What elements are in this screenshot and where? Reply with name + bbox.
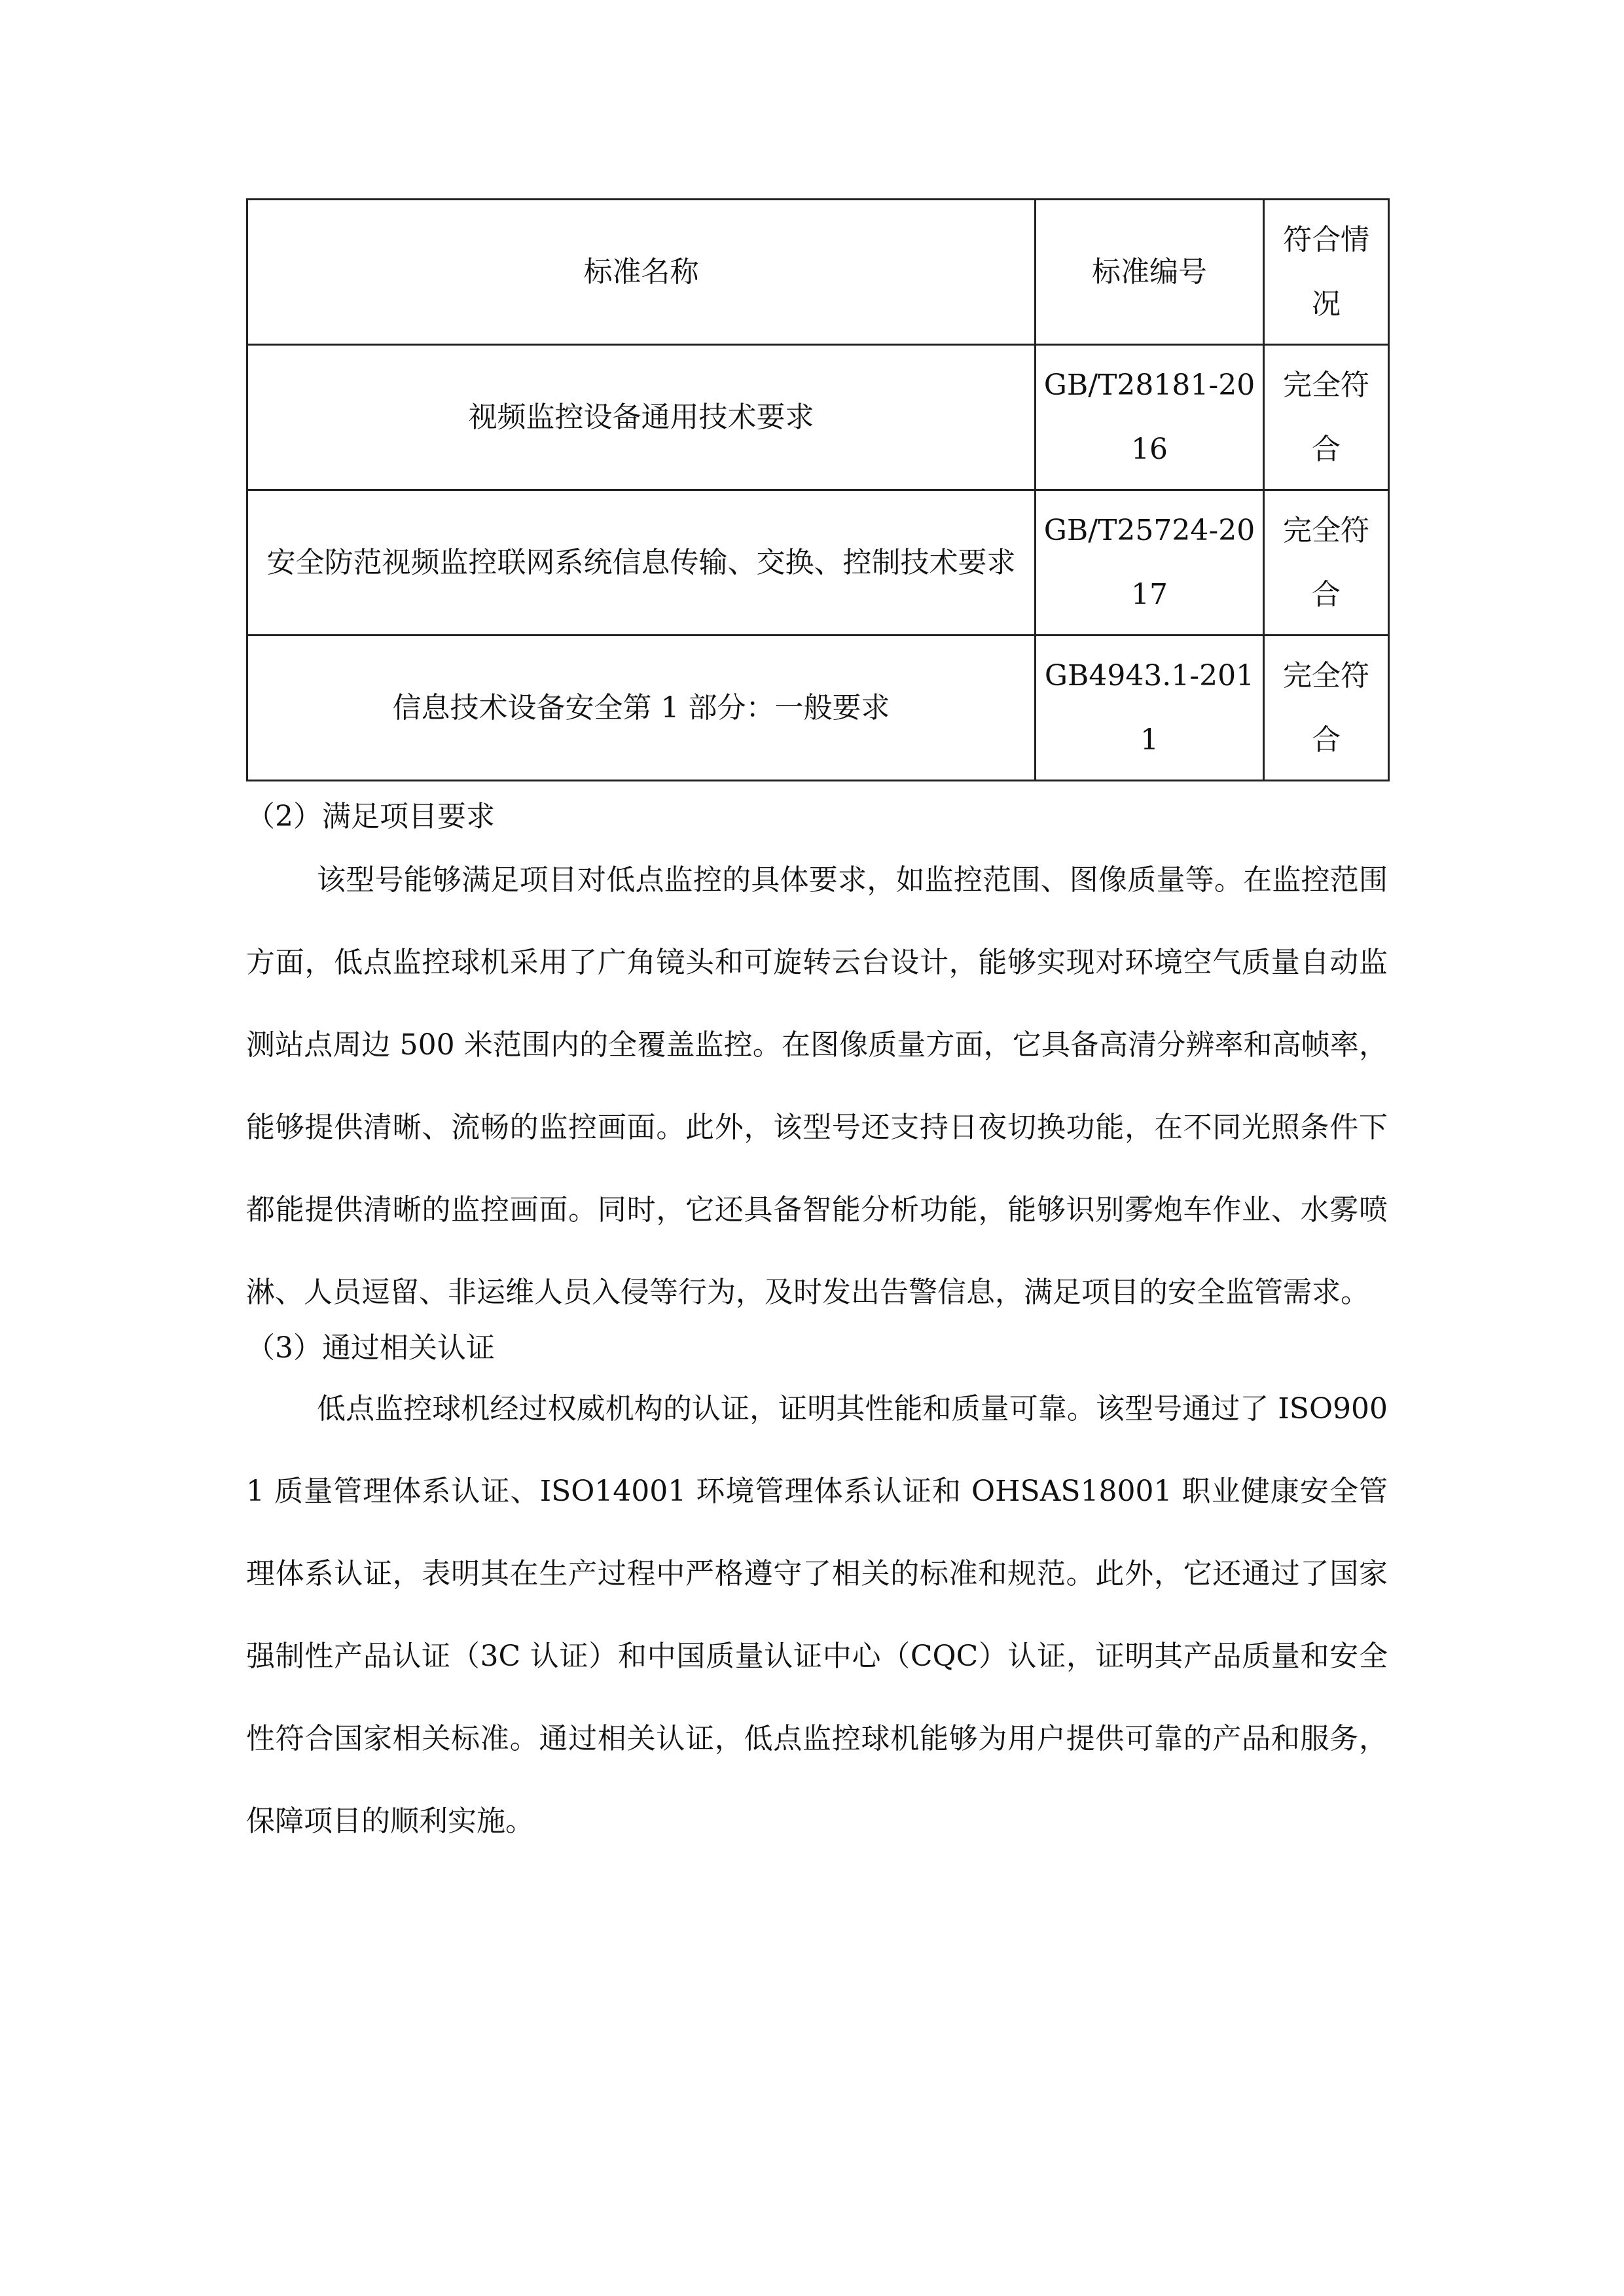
header-standard-number: 标准编号 — [1036, 200, 1264, 345]
standard-number-cell: GB/T28181-2016 — [1036, 345, 1264, 490]
table-header-row — [247, 200, 1389, 345]
section-heading-certification: （3）通过相关认证 — [246, 1331, 495, 1365]
standard-number-cell: GB/T25724-2017 — [1036, 490, 1264, 636]
compliance-cell: 完全符合 — [1264, 490, 1389, 636]
standards-table — [246, 198, 1390, 781]
section-paragraph-requirements: 该型号能够满足项目对低点监控的具体要求，如监控范围、图像质量等。在监控范围方面，低点监控球机采用了广角镜头和可旋转云台设计，能够实现对环境空气质量自动监测站点周边 500 米范围内的全覆盖监控。在图像质量方面，它具备高清分辨率和高帧率，能够提供清晰、流畅的监控画面。此外，该型号还支持日夜切换功能，在不同光照条件下都能提供清晰的监控画面。同时，它还具备智能分析功能，能够识别雾炮车作业、水雾喷淋、人员逗留、非运维人员入侵等行为，及时发出告警信息，满足项目的安全监管需求。 — [246, 863, 1388, 1309]
standard-name-cell: 信息技术设备安全第 1 部分：一般要求 — [247, 636, 1036, 781]
standard-number-cell: GB4943.1-2011 — [1036, 636, 1264, 781]
table-row — [247, 345, 1389, 490]
table-row — [247, 490, 1389, 636]
section-paragraph-certification: 低点监控球机经过权威机构的认证，证明其性能和质量可靠。该型号通过了 ISO9001 质量管理体系认证、ISO14001 环境管理体系认证和 OHSAS18001 职业健康安全管理体系认证，表明其在生产过程中严格遵守了相关的标准和规范。此外，它还通过了国家强制性产品认证（3C 认证）和中国质量认证中心（CQC）认证，证明其产品质量和安全性符合国家相关标准。通过相关认证，低点监控球机能够为用户提供可靠的产品和服务，保障项目的顺利实施。 — [246, 1392, 1388, 1838]
header-standard-name: 标准名称 — [247, 200, 1036, 345]
section-heading-requirements: （2）满足项目要求 — [246, 800, 495, 833]
compliance-cell: 完全符合 — [1264, 636, 1389, 781]
standard-name-cell: 安全防范视频监控联网系统信息传输、交换、控制技术要求 — [247, 490, 1036, 636]
standard-name-cell: 视频监控设备通用技术要求 — [247, 345, 1036, 490]
header-compliance: 符合情况 — [1264, 200, 1389, 345]
table-row — [247, 636, 1389, 781]
compliance-cell: 完全符合 — [1264, 345, 1389, 490]
